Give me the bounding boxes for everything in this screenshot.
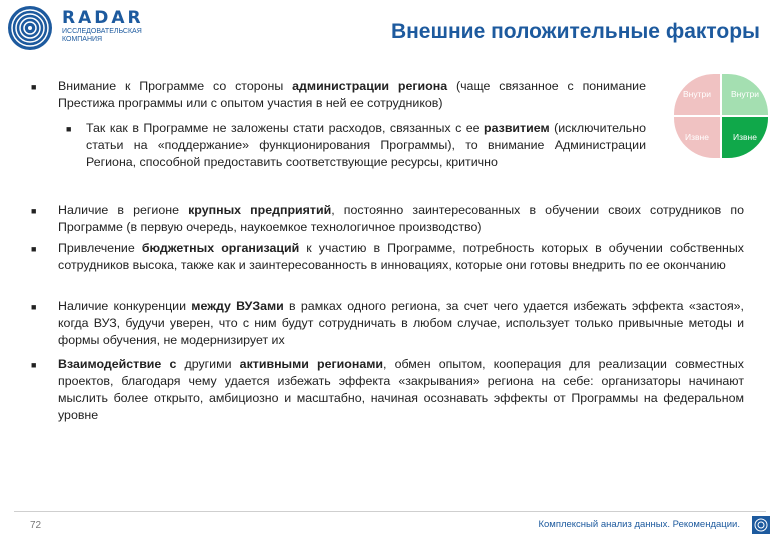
bullet-text: в рамках одного региона, за счет чего удается избежать эффекта «застоя», когда ВУЗ, будучи уверен, что с ним будут сотрудничать в любом случае, использует только привычные методы и формы обучения, не модернизирует их [58,299,744,347]
radar-logo-icon [6,4,54,52]
subbullet-development [86,120,646,171]
bullet-emphasis: администрации региона [292,79,448,93]
bullet-marker: ■ [66,124,72,134]
quadrant-bottom-right: Извне [722,117,768,158]
bullet-text: Наличие конкуренции [58,299,192,313]
radar-small-icon [752,516,770,534]
bullet-emphasis: активными регионами [239,357,384,371]
bullet-budget-orgs [58,240,744,274]
bullet-emphasis: крупных предприятий [188,203,332,217]
bullet-text: , постоянно заинтересованных в обучении своих сотрудников по Программе (в первую очередь, наукоемкое технологичное производство) [58,203,744,234]
bullet-marker: ■ [31,360,37,370]
logo-name: RADAR [62,8,144,28]
quadrant-matrix [674,74,768,158]
bullet-competition [58,298,744,349]
bullet-text: Внимание к Программе со стороны [58,79,293,93]
footer-caption: Комплексный анализ данных. Рекомендации. [538,519,740,530]
footer-divider [14,511,766,512]
bullet-text: Наличие в регионе [58,203,189,217]
bullet-text: , обмен опытом, кооперация для реализации совместных проектов, благодаря чему удается избежать эффекта «закрывания» региона на себе: организаторы начинают мыслить более открыто, амбициозно и масштабно, начиная осознавать эффекты от Программы на федеральном уровне [58,357,744,422]
bullet-text: Привлечение [58,241,142,255]
page-number: 72 [30,520,42,531]
bullet-text: (исключительно статьи на «поддержание» функционирования Программы), то внимание Администрации Региона, способной предоставить соответствующие ресурсы, критично [86,121,646,169]
bullet-text: Так как в Программе не заложены стати расходов, связанных с ее [86,121,485,135]
bullet-interaction [58,356,744,424]
bullet-marker: ■ [31,82,37,92]
bullet-administration [58,78,646,112]
bullet-text: (чаще связанное с понимание Престижа программы или с опытом участия в ней ее сотрудников) [58,79,646,110]
quadrant-top-left: Внутри [674,74,720,115]
bullet-text: к участию в Программе, потребность которых в обучении собственных сотрудников высока, также как и заинтересованность в инновациях, которые они готовы внедрить по ее окончанию [58,241,744,272]
logo-subtitle: ИССЛЕДОВАТЕЛЬСКАЯ КОМПАНИЯ [62,28,142,43]
bullet-emphasis: между ВУЗами [191,299,284,313]
page-title: Внешние положительные факторы [390,20,760,43]
quadrant-bottom-left: Извне [674,117,720,158]
company-logo [6,4,156,52]
bullet-text: другими [176,357,240,371]
bullet-marker: ■ [31,302,37,312]
bullet-marker: ■ [31,206,37,216]
bullet-emphasis: Взаимодействие с [58,357,177,371]
bullet-enterprises [58,202,744,236]
bullet-emphasis: бюджетных организаций [141,241,300,255]
bullet-emphasis: развитием [484,121,550,135]
bullet-marker: ■ [31,244,37,254]
quadrant-top-right: Внутри [722,74,768,115]
